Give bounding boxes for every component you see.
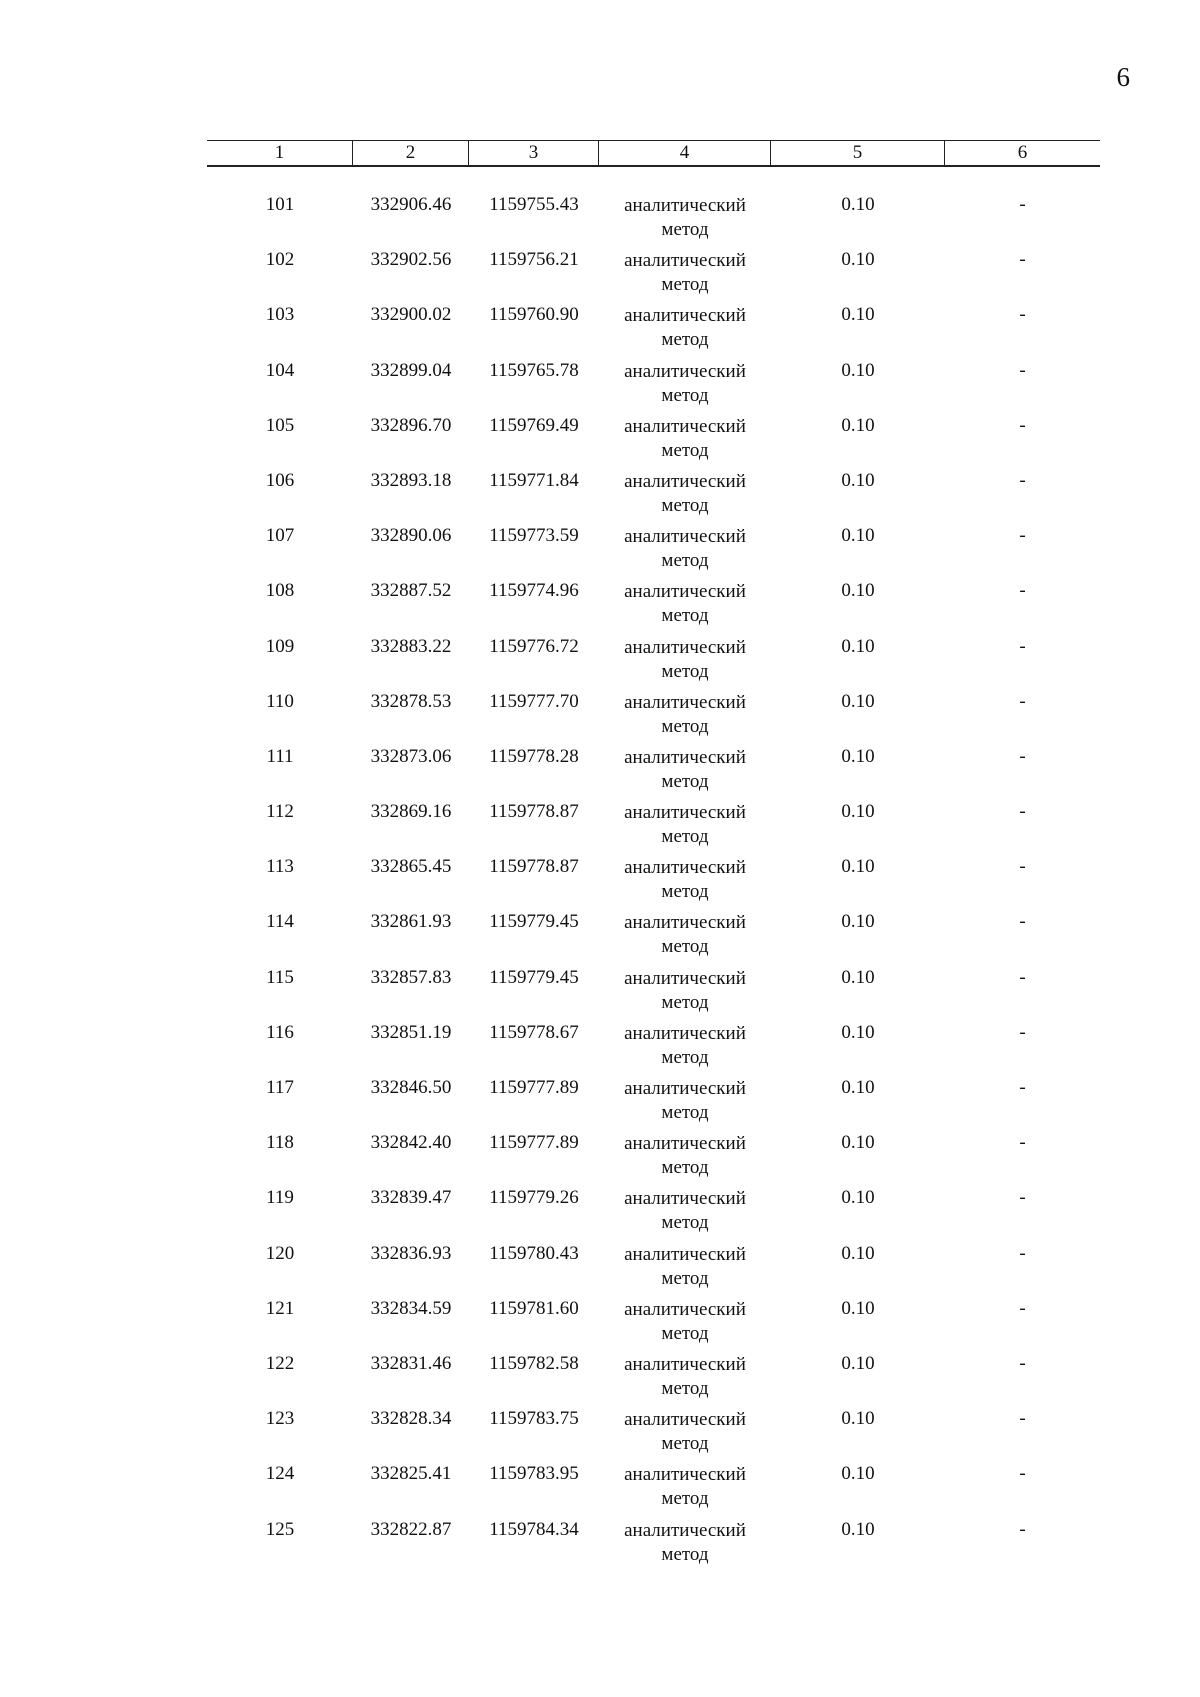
table-row [207, 194, 1100, 249]
table-row [207, 911, 1100, 966]
note-cell: - [1019, 1297, 1026, 1319]
note-cell: - [1019, 359, 1026, 381]
method-cell: аналитический метод [624, 1243, 746, 1289]
accuracy-cell: 0.10 [841, 745, 875, 767]
coordinate-x-cell: 332873.06 [370, 745, 452, 767]
table-row [207, 360, 1100, 415]
method-cell: аналитический метод [624, 250, 746, 296]
coordinate-x-cell: 332839.47 [370, 1187, 452, 1209]
accuracy-cell: 0.10 [841, 1077, 875, 1098]
accuracy-cell: 0.10 [841, 635, 875, 657]
note-cell: - [1019, 1352, 1026, 1374]
point-number-cell: 121 [265, 1297, 295, 1319]
coordinate-y-cell: 1159765.78 [489, 359, 579, 381]
method-cell: аналитический метод [624, 967, 746, 1013]
coordinate-x-cell: 332902.56 [370, 249, 452, 271]
note-cell: - [1019, 580, 1026, 602]
accuracy-cell: 0.10 [841, 1408, 875, 1430]
table-row [207, 580, 1100, 635]
accuracy-cell: 0.10 [841, 1021, 875, 1043]
coordinate-x-cell: 332861.93 [370, 911, 452, 933]
coordinate-y-cell: 1159771.84 [489, 469, 579, 491]
accuracy-cell: 0.10 [841, 1352, 875, 1374]
point-number-cell: 106 [265, 469, 295, 491]
method-cell: аналитический метод [624, 470, 746, 516]
table-row [207, 1077, 1100, 1132]
table-row [207, 746, 1100, 801]
method-cell: аналитический метод [624, 691, 746, 737]
accuracy-cell: 0.10 [841, 414, 875, 436]
coordinate-x-cell: 332842.40 [370, 1132, 452, 1154]
coordinate-x-cell: 332822.87 [370, 1518, 452, 1540]
coordinate-x-cell: 332831.46 [370, 1352, 452, 1374]
point-number-cell: 112 [266, 801, 294, 823]
accuracy-cell: 0.10 [841, 359, 875, 381]
note-cell: - [1019, 690, 1026, 712]
coordinate-x-cell: 332878.53 [370, 690, 452, 712]
point-number-cell: 111 [266, 745, 294, 767]
note-cell: - [1019, 1077, 1026, 1098]
accuracy-cell: 0.10 [841, 966, 875, 988]
point-number-cell: 101 [265, 194, 295, 215]
accuracy-cell: 0.10 [841, 690, 875, 712]
table-row [207, 1132, 1100, 1187]
coordinate-y-cell: 1159776.72 [489, 635, 579, 657]
coordinate-y-cell: 1159778.87 [489, 801, 579, 823]
table-row [207, 801, 1100, 856]
point-number-cell: 103 [265, 304, 295, 326]
coordinate-y-cell: 1159784.34 [489, 1518, 579, 1540]
column-header-3: 3 [469, 141, 599, 165]
column-header-6: 6 [1017, 142, 1028, 163]
note-cell: - [1019, 194, 1026, 215]
table-row [207, 1408, 1100, 1463]
coordinate-x-cell: 332906.46 [370, 194, 452, 215]
method-cell: аналитический метод [624, 1078, 746, 1123]
note-cell: - [1019, 1518, 1026, 1540]
note-cell: - [1019, 1242, 1026, 1264]
note-cell: - [1019, 1132, 1026, 1154]
note-cell: - [1019, 1021, 1026, 1043]
coordinate-y-cell: 1159777.70 [489, 690, 579, 712]
point-number-cell: 113 [266, 856, 294, 878]
table-row [207, 1463, 1100, 1518]
note-cell: - [1019, 304, 1026, 326]
coordinate-y-cell: 1159779.26 [489, 1187, 579, 1209]
coordinate-y-cell: 1159756.21 [489, 249, 579, 271]
point-number-cell: 102 [265, 249, 295, 271]
table-row [207, 1243, 1100, 1298]
accuracy-cell: 0.10 [841, 1518, 875, 1540]
accuracy-cell: 0.10 [841, 194, 875, 215]
point-number-cell: 125 [265, 1518, 295, 1540]
coordinate-x-cell: 332836.93 [370, 1242, 452, 1264]
page-number: 6 [1116, 62, 1130, 92]
note-cell: - [1019, 249, 1026, 271]
coordinate-y-cell: 1159769.49 [489, 414, 579, 436]
coordinate-x-cell: 332846.50 [370, 1077, 452, 1098]
coordinate-y-cell: 1159760.90 [489, 304, 579, 326]
point-number-cell: 104 [265, 359, 295, 381]
method-cell: аналитический метод [624, 581, 746, 627]
point-number-cell: 114 [266, 911, 294, 933]
method-cell: аналитический метод [624, 195, 746, 240]
method-cell: аналитический метод [624, 1022, 746, 1068]
method-cell: аналитический метод [624, 415, 746, 461]
point-number-cell: 122 [265, 1352, 295, 1374]
note-cell: - [1019, 1187, 1026, 1209]
method-cell: аналитический метод [624, 1298, 746, 1344]
coordinate-x-cell: 332887.52 [370, 580, 452, 602]
column-header-1: 1 [207, 141, 353, 165]
note-cell: - [1019, 966, 1026, 988]
point-number-cell: 116 [266, 1021, 294, 1043]
coordinate-x-cell: 332896.70 [370, 414, 452, 436]
table-row [207, 1519, 1100, 1574]
method-cell: аналитический метод [624, 912, 746, 958]
coordinate-x-cell: 332865.45 [370, 856, 452, 878]
accuracy-cell: 0.10 [841, 801, 875, 823]
point-number-cell: 123 [265, 1408, 295, 1430]
table-row [207, 1022, 1100, 1077]
method-cell: аналитический метод [624, 526, 746, 572]
accuracy-cell: 0.10 [841, 1242, 875, 1264]
note-cell: - [1019, 745, 1026, 767]
coordinate-y-cell: 1159773.59 [489, 525, 579, 547]
note-cell: - [1019, 801, 1026, 823]
table-row [207, 856, 1100, 911]
note-cell: - [1019, 856, 1026, 878]
coordinate-y-cell: 1159778.67 [489, 1021, 579, 1043]
point-number-cell: 110 [266, 690, 294, 712]
table-row [207, 636, 1100, 691]
table-row [207, 1187, 1100, 1242]
coordinate-x-cell: 332900.02 [370, 304, 452, 326]
coordinate-x-cell: 332857.83 [370, 966, 452, 988]
coordinate-y-cell: 1159777.89 [489, 1077, 579, 1098]
method-cell: аналитический метод [624, 802, 746, 848]
accuracy-cell: 0.10 [841, 304, 875, 326]
note-cell: - [1019, 635, 1026, 657]
method-cell: аналитический метод [624, 1409, 746, 1455]
table-row [207, 415, 1100, 470]
point-number-cell: 119 [266, 1187, 294, 1209]
point-number-cell: 108 [265, 580, 295, 602]
point-number-cell: 117 [266, 1077, 294, 1098]
point-number-cell: 115 [266, 966, 294, 988]
note-cell: - [1019, 525, 1026, 547]
coordinate-y-cell: 1159778.87 [489, 856, 579, 878]
table-row [207, 691, 1100, 746]
column-header-5: 5 [771, 141, 945, 165]
coordinate-x-cell: 332899.04 [370, 359, 452, 381]
accuracy-cell: 0.10 [841, 1463, 875, 1485]
method-cell: аналитический метод [624, 360, 746, 406]
accuracy-cell: 0.10 [841, 469, 875, 491]
column-header-2: 2 [353, 141, 469, 165]
method-cell: аналитический метод [624, 1188, 746, 1234]
accuracy-cell: 0.10 [841, 1187, 875, 1209]
accuracy-cell: 0.10 [841, 525, 875, 547]
coordinate-y-cell: 1159778.28 [489, 745, 579, 767]
method-cell: аналитический метод [624, 857, 746, 903]
method-cell: аналитический метод [624, 636, 746, 682]
accuracy-cell: 0.10 [841, 856, 875, 878]
point-number-cell: 109 [265, 635, 295, 657]
method-cell: аналитический метод [624, 746, 746, 792]
note-cell: - [1019, 911, 1026, 933]
coordinates-table-body [207, 194, 1100, 1574]
note-cell: - [1019, 1463, 1026, 1485]
table-row [207, 1298, 1100, 1353]
method-cell: аналитический метод [624, 1353, 746, 1399]
coordinate-y-cell: 1159783.95 [489, 1463, 579, 1485]
coordinate-y-cell: 1159755.43 [489, 194, 579, 215]
table-row [207, 967, 1100, 1022]
accuracy-cell: 0.10 [841, 1297, 875, 1319]
table-row [207, 525, 1100, 580]
coordinate-x-cell: 332883.22 [370, 635, 452, 657]
note-cell: - [1019, 414, 1026, 436]
method-cell: аналитический метод [624, 305, 746, 351]
accuracy-cell: 0.10 [841, 580, 875, 602]
method-cell: аналитический метод [624, 1133, 746, 1179]
column-header-4: 4 [599, 141, 771, 165]
accuracy-cell: 0.10 [841, 1132, 875, 1154]
table-header [207, 140, 1100, 167]
coordinate-y-cell: 1159782.58 [489, 1352, 579, 1374]
coordinate-x-cell: 332834.59 [370, 1297, 452, 1319]
coordinate-y-cell: 1159779.45 [489, 911, 579, 933]
accuracy-cell: 0.10 [841, 911, 875, 933]
method-cell: аналитический метод [624, 1464, 746, 1510]
table-row [207, 1353, 1100, 1408]
coordinate-y-cell: 1159780.43 [489, 1242, 579, 1264]
coordinate-x-cell: 332825.41 [370, 1463, 452, 1485]
method-cell: аналитический метод [624, 1519, 746, 1565]
coordinate-y-cell: 1159774.96 [489, 580, 579, 602]
coordinate-y-cell: 1159781.60 [489, 1297, 579, 1319]
coordinate-x-cell: 332893.18 [370, 469, 452, 491]
note-cell: - [1019, 469, 1026, 491]
note-cell: - [1019, 1408, 1026, 1430]
point-number-cell: 118 [266, 1132, 294, 1154]
accuracy-cell: 0.10 [841, 249, 875, 271]
point-number-cell: 107 [265, 525, 295, 547]
point-number-cell: 105 [265, 414, 295, 436]
table-row [207, 470, 1100, 525]
coordinate-y-cell: 1159779.45 [489, 966, 579, 988]
point-number-cell: 120 [265, 1242, 295, 1264]
coordinate-x-cell: 332851.19 [370, 1021, 452, 1043]
table-row [207, 304, 1100, 359]
coordinate-x-cell: 332890.06 [370, 525, 452, 547]
coordinate-x-cell: 332869.16 [370, 801, 452, 823]
coordinate-y-cell: 1159777.89 [489, 1132, 579, 1154]
coordinate-y-cell: 1159783.75 [489, 1408, 579, 1430]
point-number-cell: 124 [265, 1463, 295, 1485]
table-row [207, 249, 1100, 304]
coordinate-x-cell: 332828.34 [370, 1408, 452, 1430]
